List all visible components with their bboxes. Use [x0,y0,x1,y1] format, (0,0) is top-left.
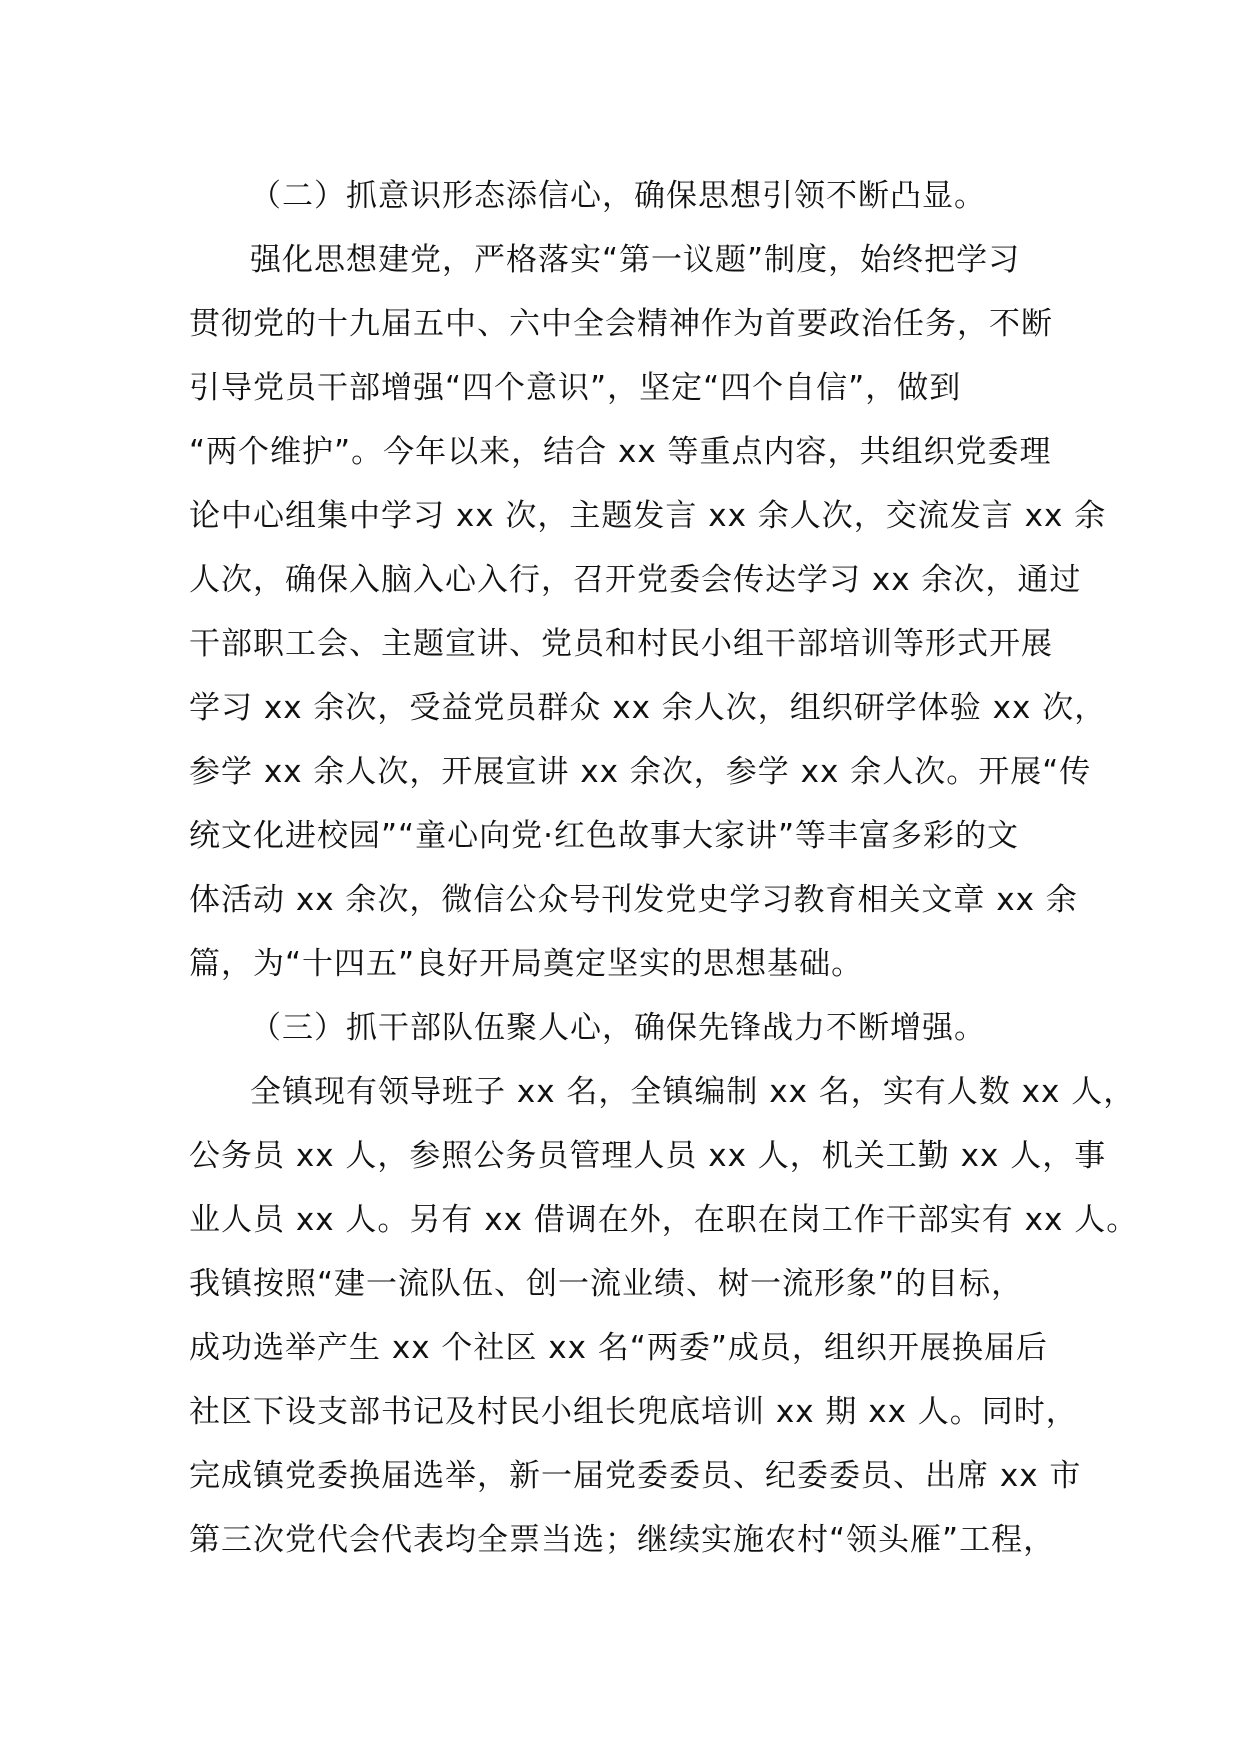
paragraph-line: 全镇现有领导班子 xx 名，全镇编制 xx 名，实有人数 xx 人， [250,1074,1136,1110]
paragraph-line: 成功选举产生 xx 个社区 xx 名“两委”成员，组织开展换届后 [189,1330,1048,1366]
paragraph-line: 引导党员干部增强“四个意识”，坚定“四个自信”，做到 [189,370,962,406]
paragraph-line: 社区下设支部书记及村民小组长兜底培训 xx 期 xx 人。同时， [189,1394,1078,1430]
paragraph-line: 公务员 xx 人，参照公务员管理人员 xx 人，机关工勤 xx 人，事 [189,1138,1107,1174]
paragraph-line: 体活动 xx 余次，微信公众号刊发党史学习教育相关文章 xx 余 [189,882,1078,918]
section-heading-2: （二）抓意识形态添信心，确保思想引领不断凸显。 [250,178,986,214]
paragraph-line: 业人员 xx 人。另有 xx 借调在外，在职在岗工作干部实有 xx 人。 [189,1202,1139,1238]
section-heading-3: （三）抓干部队伍聚人心，确保先锋战力不断增强。 [250,1010,986,1046]
paragraph-line: “两个维护”。今年以来，结合 xx 等重点内容，共组织党委理 [189,434,1052,470]
paragraph-line: 第三次党代会代表均全票当选；继续实施农村“领头雁”工程， [189,1522,1056,1558]
paragraph-line: 完成镇党委换届选举，新一届党委委员、纪委委员、出席 xx 市 [189,1458,1082,1494]
paragraph-line: 我镇按照“建一流队伍、创一流业绩、树一流形象”的目标， [189,1266,1024,1302]
paragraph-line: 强化思想建党，严格落实“第一议题”制度，始终把学习 [250,242,1021,278]
paragraph-line: 贯彻党的十九届五中、六中全会精神作为首要政治任务，不断 [189,306,1053,342]
paragraph-line: 干部职工会、主题宣讲、党员和村民小组干部培训等形式开展 [189,626,1053,662]
paragraph-line: 论中心组集中学习 xx 次，主题发言 xx 余人次，交流发言 xx 余 [189,498,1107,534]
paragraph-line: 人次，确保入脑入心入行，召开党委会传达学习 xx 余次，通过 [189,562,1082,598]
paragraph-line: 篇，为“十四五”良好开局奠定坚实的思想基础。 [189,946,864,982]
paragraph-line: 统文化进校园”“童心向党·红色故事大家讲”等丰富多彩的文 [189,818,1020,854]
paragraph-line: 参学 xx 余人次，开展宣讲 xx 余次，参学 xx 余人次。开展“传 [189,754,1092,790]
paragraph-line: 学习 xx 余次，受益党员群众 xx 余人次，组织研学体验 xx 次， [189,690,1107,726]
